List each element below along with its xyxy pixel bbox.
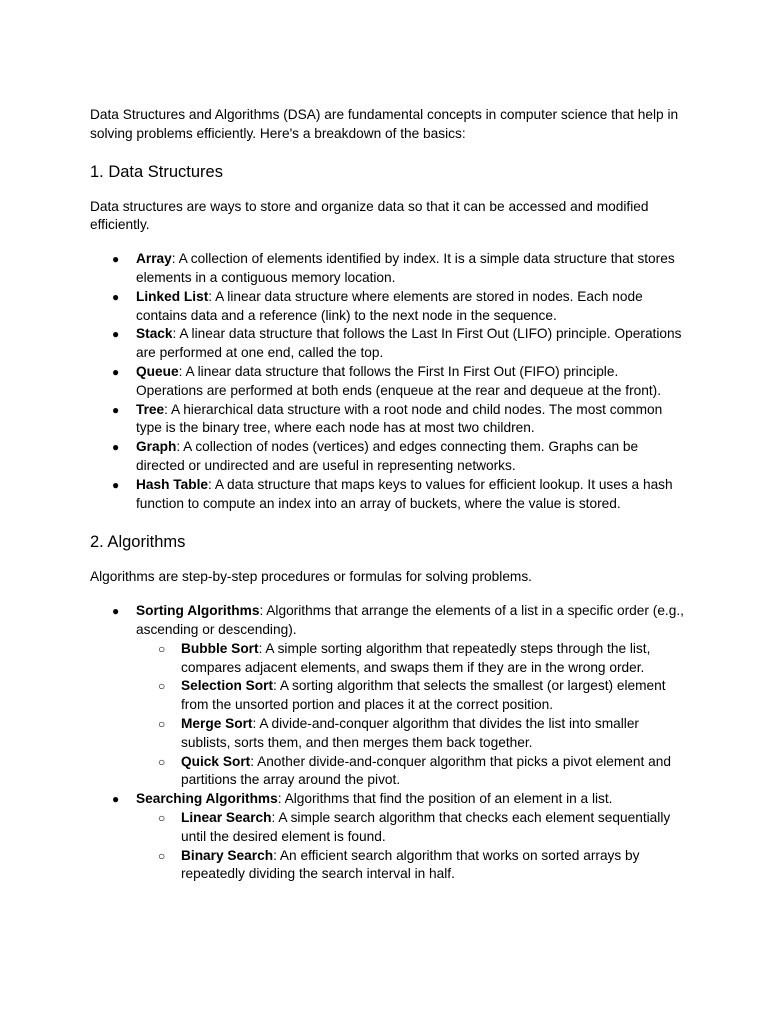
term-label: Tree	[136, 401, 165, 417]
bullet-icon: ●	[112, 252, 120, 267]
term-label: Graph	[136, 439, 177, 455]
term-label: Quick Sort	[181, 753, 251, 769]
term-description: : A data structure that maps keys to values for efficient lookup. It uses a hash function to compute an index into an array of buckets, where the value is stored.	[136, 476, 673, 511]
term-label: Array	[136, 251, 172, 267]
list-item	[90, 602, 688, 790]
hollow-bullet-icon: ○	[158, 679, 166, 694]
hollow-bullet-icon: ○	[158, 716, 166, 731]
term-label: Merge Sort	[181, 715, 253, 731]
term-label: Queue	[136, 363, 179, 379]
list-item	[136, 677, 688, 715]
data-structures-list	[90, 250, 688, 513]
term-description: : A collection of elements identified by index. It is a simple data structure that stores elements in a contiguous memory location.	[136, 251, 675, 285]
term-label: Selection Sort	[181, 678, 274, 694]
list-item	[136, 640, 688, 678]
term-description: : A collection of nodes (vertices) and edges connecting them. Graphs can be directed or undirected and are useful in representing networks.	[136, 439, 639, 473]
list-item	[136, 847, 688, 885]
list-item	[136, 753, 688, 791]
hollow-bullet-icon: ○	[158, 641, 166, 656]
bullet-icon: ●	[112, 289, 120, 304]
data-structures-intro: Data structures are ways to store and organize data so that it can be accessed and modified efficiently.	[90, 198, 649, 233]
term-description: : Another divide-and-conquer algorithm that picks a pivot element and partitions the array around the pivot.	[181, 753, 671, 788]
sorting-sublist	[136, 640, 688, 790]
term-description: : A linear data structure where elements are stored in nodes. Each node contains data and a reference (link) to the next node in the sequence.	[136, 288, 643, 323]
term-label: Sorting Algorithms	[136, 603, 260, 619]
term-label: Hash Table	[136, 476, 209, 492]
bullet-icon: ●	[112, 477, 120, 492]
list-item	[90, 250, 688, 288]
term-label: Searching Algorithms	[136, 791, 278, 807]
algorithms-list	[90, 602, 688, 884]
intro-paragraph: Data Structures and Algorithms (DSA) are fundamental concepts in computer science that help in solving problems efficiently. Here's a breakdown of the basics:	[90, 107, 679, 141]
term-label: Bubble Sort	[181, 640, 259, 656]
list-item	[136, 715, 688, 753]
term-description: : A sorting algorithm that selects the smallest (or largest) element from the unsorted portion and places it at the correct position.	[181, 678, 666, 713]
list-item	[136, 809, 688, 847]
bullet-icon: ●	[112, 604, 120, 619]
term-description: : An efficient search algorithm that works on sorted arrays by repeatedly dividing the search interval in half.	[181, 847, 640, 882]
term-description: : A linear data structure that follows the Last In First Out (LIFO) principle. Operations are performed at one end, called the top.	[136, 326, 682, 361]
hollow-bullet-icon: ○	[158, 810, 166, 825]
section-heading-algorithms: 2. Algorithms	[90, 533, 186, 552]
term-description: : Algorithms that find the position of an element in a list.	[277, 791, 613, 807]
list-item	[90, 325, 688, 363]
term-description: : A linear data structure that follows the First In First Out (FIFO) principle. Operations are performed at both ends (enqueue at the rear and dequeue at the front).	[136, 363, 662, 398]
term-label: Linked List	[136, 288, 209, 304]
list-item	[90, 438, 688, 476]
bullet-icon: ●	[112, 440, 120, 455]
list-item	[90, 401, 688, 439]
section-heading-data-structures: 1. Data Structures	[90, 162, 223, 181]
hollow-bullet-icon: ○	[158, 848, 166, 863]
list-item	[90, 476, 688, 514]
bullet-icon: ●	[112, 364, 120, 379]
bullet-icon: ●	[112, 327, 120, 342]
term-description: : A simple sorting algorithm that repeatedly steps through the list, compares adjacent elements, and swaps them if they are in the wrong order.	[181, 640, 651, 675]
hollow-bullet-icon: ○	[158, 754, 166, 769]
term-description: : A simple search algorithm that checks each element sequentially until the desired element is found.	[181, 809, 671, 844]
algorithms-intro: Algorithms are step-by-step procedures or formulas for solving problems.	[90, 569, 532, 585]
list-item	[90, 288, 688, 326]
list-item	[90, 363, 688, 401]
term-label: Linear Search	[181, 809, 272, 825]
term-description: : A divide-and-conquer algorithm that divides the list into smaller sublists, sorts them, and then merges them back together.	[181, 715, 639, 750]
term-label: Binary Search	[181, 847, 274, 863]
bullet-icon: ●	[112, 402, 120, 417]
bullet-icon: ●	[112, 792, 120, 807]
term-description: : Algorithms that arrange the elements of a list in a specific order (e.g., ascending or descending).	[136, 603, 684, 637]
term-label: Stack	[136, 326, 173, 342]
searching-sublist	[136, 809, 688, 884]
list-item	[90, 790, 688, 884]
term-description: : A hierarchical data structure with a root node and child nodes. The most common type is the binary tree, where each node has at most two children.	[136, 401, 663, 436]
